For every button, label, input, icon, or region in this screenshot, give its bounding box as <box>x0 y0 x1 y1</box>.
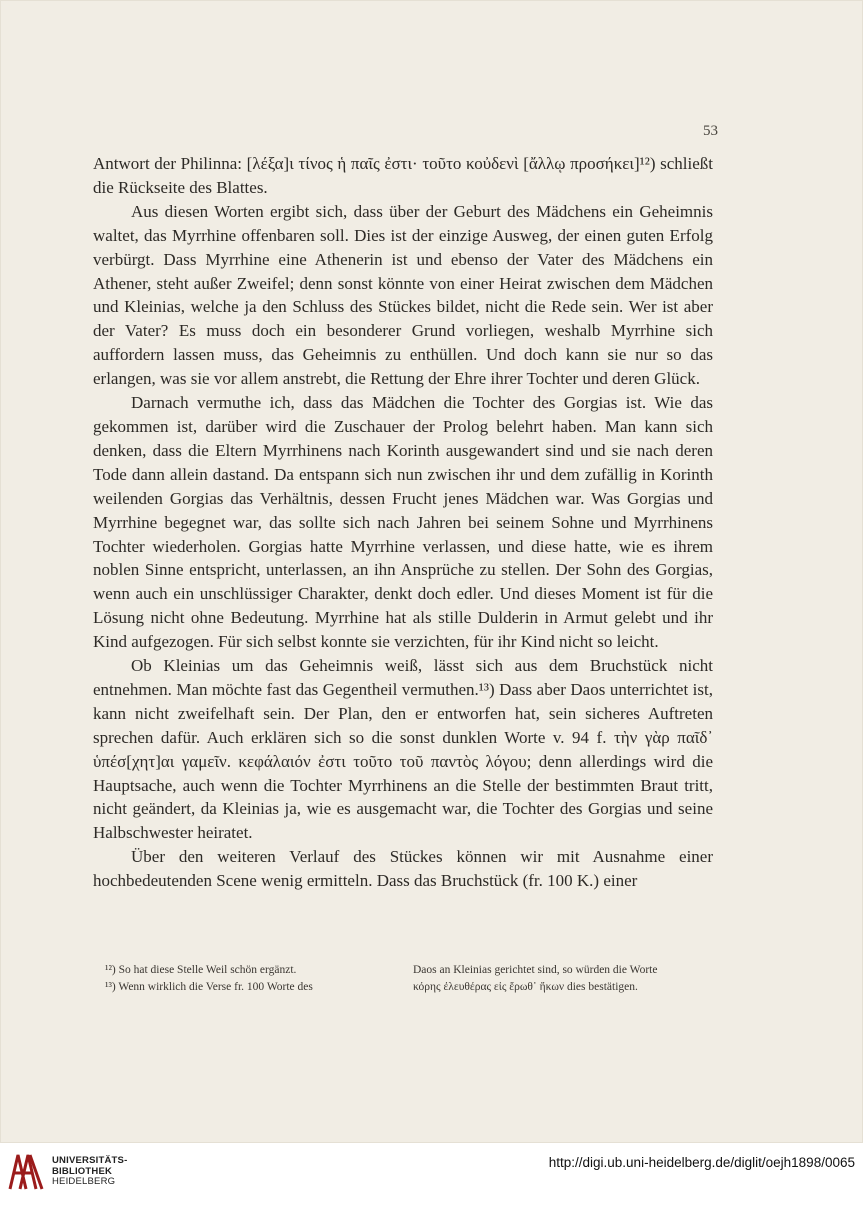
footnotes-left-column <box>105 962 405 996</box>
page-number: 53 <box>703 123 718 139</box>
footnotes <box>105 962 713 996</box>
footnote-continuation: κόρης ἐλευθέρας εἰς ἔρωθ᾿ ἥκων dies bestätigen. <box>413 981 638 993</box>
viewer-footer <box>0 1143 863 1205</box>
footnote: ¹²) So hat diese Stelle Weil schön ergänzt. <box>105 964 297 976</box>
paragraph: Antwort der Philinna: [λέξα]ι τίνος ἡ παῖς ἐστι· τοῦτο κοὐδενὶ [ἄλλῳ προσήκει]¹²) schließt die Rückseite des Blattes. <box>93 154 713 197</box>
paragraph: Über den weiteren Verlauf des Stückes können wir mit Ausnahme einer hochbedeutenden Scene wenig ermitteln. Dass das Bruchstück (fr. 100 K.) einer <box>93 847 713 891</box>
body-text <box>93 152 713 893</box>
footnote-continuation: Daos an Kleinias gerichtet sind, so würden die Worte <box>413 964 658 976</box>
institution-name: UNIVERSITÄTS- BIBLIOTHEK HEIDELBERG <box>52 1155 128 1187</box>
permalink-url[interactable]: http://digi.ub.uni-heidelberg.de/diglit/oejh1898/0065 <box>548 1155 855 1170</box>
library-logo-icon <box>6 1149 46 1193</box>
paragraph: Aus diesen Worten ergibt sich, dass über der Geburt des Mädchens ein Geheimnis waltet, das Myrrhine offenbaren soll. Dies ist der einzige Ausweg, der einen guten Erfolg verbürgt. Dass Myrrhine eine Athenerin ist und ebenso der Vater des Mädchens ein Athener, steht außer Zweifel; denn sonst könnte von einer Heirat zwischen dem Mädchen und Kleinias, welche ja den Schluss des Stückes bildet, nicht die Rede sein. Wer ist aber der Vater? Es muss doch ein besonderer Grund vorliegen, weshalb Myrrhine sich auffordern lassen muss, das Geheimnis zu enthüllen. Und doch kann sie nur so das erlangen, was sie vor allem anstrebt, die Rettung der Ehre ihrer Tochter und deren Glück. <box>93 201 713 389</box>
footnotes-right-column <box>407 962 713 996</box>
paragraph: Ob Kleinias um das Geheimnis weiß, lässt sich aus dem Bruchstück nicht entnehmen. Man möchte fast das Gegentheil vermuthen.¹³) Dass aber Daos unterrichtet ist, kann nicht zweifelhaft sein. Der Plan, den er entworfen hat, sein sicheres Auftreten sprechen dafür. Auch erklären sich so die sonst dunklen Worte v. 94 f. τὴν γὰρ παῖδ᾿ ὑπέσ[χητ]αι γαμεῖν. κεφάλαιόν ἐστι τοῦτο τοῦ παντὸς λόγου; denn allerdings wird die Hauptsache, auch wenn die Tochter Myrrhinens an die Stelle der bestimmten Braut tritt, nicht geändert, da Kleinias ja, wie es ausgemacht war, die Tochter des Gorgias und seine Halbschwester heiratet. <box>93 656 713 843</box>
paragraph: Darnach vermuthe ich, dass das Mädchen die Tochter des Gorgias ist. Wie das gekommen ist, darüber wird die Zuschauer der Prolog belehrt haben. Man kann sich denken, dass die Eltern Myrrhinens nach Korinth ausgewandert sind und sie nach deren Tode dann allein dastand. Da entspann sich nun zwischen ihr und dem zufällig in Korinth weilenden Gorgias das Verhältnis, dessen Frucht jenes Mädchen war. Was Gorgias und Myrrhine begegnet war, das sollte sich nach Jahren bei seinem Sohne und Myrrhinens Tochter wiederholen. Gorgias hatte Myrrhine verlassen, und diese hatte, wie es ihrem noblen Sinne entspricht, unterlassen, an ihn Ansprüche zu stellen. Der Sohn des Gorgias, wenn auch ein unschlüssiger Charakter, denkt doch edler. Und dieses Moment ist für die Lösung nicht ohne Bedeutung. Myrrhine hat als stille Dulderin in Armut gelebt und ihr Kind aufgezogen. Für sich selbst konnte sie verzichten, für ihr Kind nicht so leicht. <box>93 393 713 652</box>
footnote: ¹³) Wenn wirklich die Verse fr. 100 Worte des <box>105 981 313 993</box>
